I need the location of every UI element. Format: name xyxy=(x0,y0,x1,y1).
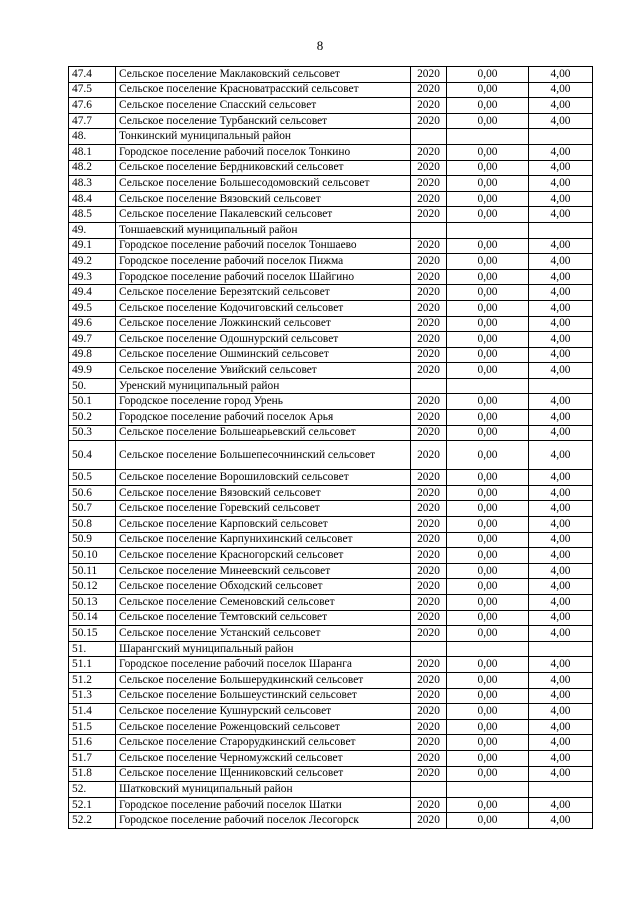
row-value2-cell: 4,00 xyxy=(529,238,593,254)
row-value2-cell: 4,00 xyxy=(529,750,593,766)
row-value1-cell: 0,00 xyxy=(447,470,529,486)
row-value2-cell: 4,00 xyxy=(529,191,593,207)
table-row xyxy=(69,672,593,688)
table-row xyxy=(69,394,593,410)
row-value1-cell: 0,00 xyxy=(447,98,529,114)
row-value2-cell: 4,00 xyxy=(529,813,593,829)
row-number-cell: 52.1 xyxy=(69,797,116,813)
row-value2-cell: 4,00 xyxy=(529,501,593,517)
row-value1-cell: 0,00 xyxy=(447,113,529,129)
row-number-cell: 50.8 xyxy=(69,517,116,533)
row-value2-cell: 4,00 xyxy=(529,67,593,83)
row-value2-cell: 4,00 xyxy=(529,113,593,129)
row-value1-cell xyxy=(447,378,529,394)
row-value2-cell: 4,00 xyxy=(529,548,593,564)
row-number-cell: 49.3 xyxy=(69,269,116,285)
table-row xyxy=(69,222,593,238)
table-row xyxy=(69,300,593,316)
row-year-cell: 2020 xyxy=(411,610,447,626)
table-row xyxy=(69,269,593,285)
row-number-cell: 52.2 xyxy=(69,813,116,829)
row-year-cell: 2020 xyxy=(411,394,447,410)
row-value2-cell: 4,00 xyxy=(529,563,593,579)
row-number-cell: 50.12 xyxy=(69,579,116,595)
row-number-cell: 49.4 xyxy=(69,285,116,301)
row-value1-cell: 0,00 xyxy=(447,238,529,254)
table-row xyxy=(69,82,593,98)
row-value1-cell: 0,00 xyxy=(447,332,529,348)
row-number-cell: 50. xyxy=(69,378,116,394)
row-value2-cell: 4,00 xyxy=(529,470,593,486)
row-year-cell xyxy=(411,378,447,394)
row-name-cell: Сельское поселение Карповский сельсовет xyxy=(116,517,411,533)
row-number-cell: 50.10 xyxy=(69,548,116,564)
row-value2-cell: 4,00 xyxy=(529,626,593,642)
row-value1-cell: 0,00 xyxy=(447,394,529,410)
row-value1-cell: 0,00 xyxy=(447,532,529,548)
row-number-cell: 47.7 xyxy=(69,113,116,129)
table-body xyxy=(69,67,593,829)
row-number-cell: 50.9 xyxy=(69,532,116,548)
row-name-cell: Городское поселение рабочий поселок Тонкино xyxy=(116,144,411,160)
table-row xyxy=(69,548,593,564)
row-value2-cell: 4,00 xyxy=(529,485,593,501)
row-number-cell: 50.13 xyxy=(69,595,116,611)
row-year-cell: 2020 xyxy=(411,425,447,441)
row-value1-cell: 0,00 xyxy=(447,563,529,579)
row-year-cell: 2020 xyxy=(411,82,447,98)
row-value1-cell xyxy=(447,641,529,657)
row-value1-cell: 0,00 xyxy=(447,425,529,441)
row-value2-cell: 4,00 xyxy=(529,735,593,751)
row-name-cell: Сельское поселение Большерудкинский сельсовет xyxy=(116,672,411,688)
row-value2-cell: 4,00 xyxy=(529,316,593,332)
row-value1-cell: 0,00 xyxy=(447,191,529,207)
table-row xyxy=(69,67,593,83)
row-number-cell: 49. xyxy=(69,222,116,238)
table-row xyxy=(69,813,593,829)
row-year-cell: 2020 xyxy=(411,332,447,348)
row-name-cell: Сельское поселение Большепесочнинский сельсовет xyxy=(116,441,411,470)
row-name-cell: Сельское поселение Темтовский сельсовет xyxy=(116,610,411,626)
row-number-cell: 50.7 xyxy=(69,501,116,517)
row-number-cell: 51.4 xyxy=(69,704,116,720)
table-row xyxy=(69,410,593,426)
row-value2-cell: 4,00 xyxy=(529,610,593,626)
row-year-cell xyxy=(411,129,447,145)
row-year-cell: 2020 xyxy=(411,207,447,223)
table-row xyxy=(69,98,593,114)
row-year-cell: 2020 xyxy=(411,113,447,129)
table-row xyxy=(69,378,593,394)
row-year-cell: 2020 xyxy=(411,144,447,160)
row-name-cell: Тоншаевский муниципальный район xyxy=(116,222,411,238)
row-value2-cell: 4,00 xyxy=(529,144,593,160)
row-name-cell: Сельское поселение Пакалевский сельсовет xyxy=(116,207,411,223)
row-year-cell: 2020 xyxy=(411,67,447,83)
row-name-cell: Сельское поселение Кодочиговский сельсовет xyxy=(116,300,411,316)
table-row xyxy=(69,657,593,673)
row-name-cell: Сельское поселение Вязовский сельсовет xyxy=(116,191,411,207)
table-row xyxy=(69,688,593,704)
row-name-cell: Сельское поселение Семеновский сельсовет xyxy=(116,595,411,611)
row-value2-cell: 4,00 xyxy=(529,425,593,441)
row-value2-cell: 4,00 xyxy=(529,269,593,285)
row-value2-cell: 4,00 xyxy=(529,797,593,813)
row-value2-cell xyxy=(529,129,593,145)
table-row xyxy=(69,610,593,626)
row-number-cell: 49.2 xyxy=(69,254,116,270)
row-number-cell: 50.4 xyxy=(69,441,116,470)
row-number-cell: 51.3 xyxy=(69,688,116,704)
table-row xyxy=(69,113,593,129)
row-name-cell: Сельское поселение Ошминский сельсовет xyxy=(116,347,411,363)
row-year-cell: 2020 xyxy=(411,657,447,673)
row-number-cell: 47.6 xyxy=(69,98,116,114)
row-value1-cell: 0,00 xyxy=(447,254,529,270)
row-year-cell: 2020 xyxy=(411,98,447,114)
row-name-cell: Сельское поселение Горевский сельсовет xyxy=(116,501,411,517)
row-name-cell: Сельское поселение Минеевский сельсовет xyxy=(116,563,411,579)
row-value1-cell: 0,00 xyxy=(447,160,529,176)
row-number-cell: 50.2 xyxy=(69,410,116,426)
row-name-cell: Сельское поселение Старорудкинский сельсовет xyxy=(116,735,411,751)
row-year-cell xyxy=(411,222,447,238)
row-number-cell: 51.5 xyxy=(69,719,116,735)
row-name-cell: Городское поселение рабочий поселок Арья xyxy=(116,410,411,426)
row-name-cell: Сельское поселение Маклаковский сельсовет xyxy=(116,67,411,83)
row-number-cell: 48. xyxy=(69,129,116,145)
row-year-cell: 2020 xyxy=(411,626,447,642)
row-number-cell: 50.15 xyxy=(69,626,116,642)
row-year-cell: 2020 xyxy=(411,176,447,192)
row-value1-cell: 0,00 xyxy=(447,144,529,160)
row-year-cell: 2020 xyxy=(411,750,447,766)
row-value2-cell: 4,00 xyxy=(529,441,593,470)
row-year-cell: 2020 xyxy=(411,254,447,270)
row-value1-cell xyxy=(447,222,529,238)
row-number-cell: 49.8 xyxy=(69,347,116,363)
row-year-cell: 2020 xyxy=(411,688,447,704)
row-value2-cell: 4,00 xyxy=(529,176,593,192)
row-value2-cell: 4,00 xyxy=(529,332,593,348)
row-name-cell: Сельское поселение Устанский сельсовет xyxy=(116,626,411,642)
row-value2-cell: 4,00 xyxy=(529,595,593,611)
row-year-cell: 2020 xyxy=(411,285,447,301)
row-year-cell: 2020 xyxy=(411,813,447,829)
row-year-cell: 2020 xyxy=(411,441,447,470)
row-number-cell: 48.2 xyxy=(69,160,116,176)
row-value2-cell: 4,00 xyxy=(529,657,593,673)
row-value1-cell: 0,00 xyxy=(447,735,529,751)
row-year-cell: 2020 xyxy=(411,300,447,316)
row-number-cell: 50.6 xyxy=(69,485,116,501)
row-value1-cell: 0,00 xyxy=(447,704,529,720)
row-value1-cell: 0,00 xyxy=(447,347,529,363)
table-row xyxy=(69,532,593,548)
table-row xyxy=(69,191,593,207)
row-year-cell: 2020 xyxy=(411,238,447,254)
row-year-cell: 2020 xyxy=(411,501,447,517)
table-row xyxy=(69,425,593,441)
row-value1-cell: 0,00 xyxy=(447,501,529,517)
row-value1-cell: 0,00 xyxy=(447,548,529,564)
table-row xyxy=(69,501,593,517)
row-year-cell: 2020 xyxy=(411,766,447,782)
row-value1-cell: 0,00 xyxy=(447,410,529,426)
row-value2-cell: 4,00 xyxy=(529,300,593,316)
row-number-cell: 50.11 xyxy=(69,563,116,579)
row-number-cell: 47.4 xyxy=(69,67,116,83)
row-value1-cell: 0,00 xyxy=(447,269,529,285)
table-row xyxy=(69,750,593,766)
table-row xyxy=(69,347,593,363)
row-value2-cell: 4,00 xyxy=(529,363,593,379)
row-value2-cell: 4,00 xyxy=(529,719,593,735)
row-year-cell: 2020 xyxy=(411,410,447,426)
row-year-cell: 2020 xyxy=(411,579,447,595)
table-row xyxy=(69,782,593,798)
table-row xyxy=(69,238,593,254)
row-name-cell: Сельское поселение Ложкинский сельсовет xyxy=(116,316,411,332)
table-row xyxy=(69,332,593,348)
row-value1-cell: 0,00 xyxy=(447,595,529,611)
table-row xyxy=(69,485,593,501)
municipal-table xyxy=(68,66,593,829)
row-name-cell: Сельское поселение Турбанский сельсовет xyxy=(116,113,411,129)
row-name-cell: Сельское поселение Черномужский сельсовет xyxy=(116,750,411,766)
row-number-cell: 52. xyxy=(69,782,116,798)
row-value2-cell: 4,00 xyxy=(529,82,593,98)
row-name-cell: Сельское поселение Кушнурский сельсовет xyxy=(116,704,411,720)
row-number-cell: 47.5 xyxy=(69,82,116,98)
row-number-cell: 48.5 xyxy=(69,207,116,223)
row-year-cell: 2020 xyxy=(411,517,447,533)
row-name-cell: Шатковский муниципальный район xyxy=(116,782,411,798)
row-value1-cell: 0,00 xyxy=(447,797,529,813)
table-row xyxy=(69,641,593,657)
row-number-cell: 51.2 xyxy=(69,672,116,688)
table-row xyxy=(69,363,593,379)
row-name-cell: Тонкинский муниципальный район xyxy=(116,129,411,145)
row-number-cell: 49.9 xyxy=(69,363,116,379)
row-value2-cell xyxy=(529,782,593,798)
row-value2-cell: 4,00 xyxy=(529,285,593,301)
row-name-cell: Сельское поселение Увийский сельсовет xyxy=(116,363,411,379)
row-year-cell: 2020 xyxy=(411,160,447,176)
row-number-cell: 51. xyxy=(69,641,116,657)
row-value2-cell: 4,00 xyxy=(529,688,593,704)
table-row xyxy=(69,207,593,223)
table-row xyxy=(69,517,593,533)
table-row xyxy=(69,441,593,470)
row-value2-cell: 4,00 xyxy=(529,579,593,595)
table-row xyxy=(69,254,593,270)
row-number-cell: 48.3 xyxy=(69,176,116,192)
row-name-cell: Сельское поселение Ворошиловский сельсовет xyxy=(116,470,411,486)
table-row xyxy=(69,704,593,720)
row-number-cell: 51.7 xyxy=(69,750,116,766)
row-name-cell: Сельское поселение Спасский сельсовет xyxy=(116,98,411,114)
row-value2-cell: 4,00 xyxy=(529,160,593,176)
row-name-cell: Городское поселение рабочий поселок Тоншаево xyxy=(116,238,411,254)
row-year-cell: 2020 xyxy=(411,347,447,363)
table-row xyxy=(69,563,593,579)
row-number-cell: 49.7 xyxy=(69,332,116,348)
row-year-cell xyxy=(411,641,447,657)
row-value2-cell: 4,00 xyxy=(529,207,593,223)
row-value2-cell: 4,00 xyxy=(529,532,593,548)
row-value1-cell xyxy=(447,782,529,798)
row-value1-cell: 0,00 xyxy=(447,688,529,704)
row-name-cell: Сельское поселение Вязовский сельсовет xyxy=(116,485,411,501)
row-value1-cell: 0,00 xyxy=(447,485,529,501)
table-row xyxy=(69,129,593,145)
row-value2-cell xyxy=(529,378,593,394)
row-value2-cell: 4,00 xyxy=(529,766,593,782)
row-name-cell: Городское поселение рабочий поселок Шатки xyxy=(116,797,411,813)
row-name-cell: Уренский муниципальный район xyxy=(116,378,411,394)
row-value2-cell: 4,00 xyxy=(529,410,593,426)
row-value2-cell: 4,00 xyxy=(529,98,593,114)
row-value1-cell: 0,00 xyxy=(447,363,529,379)
table-row xyxy=(69,735,593,751)
row-value1-cell: 0,00 xyxy=(447,672,529,688)
table-row xyxy=(69,176,593,192)
row-value1-cell: 0,00 xyxy=(447,441,529,470)
row-name-cell: Городское поселение рабочий поселок Шайгино xyxy=(116,269,411,285)
row-year-cell: 2020 xyxy=(411,735,447,751)
table-row xyxy=(69,595,593,611)
row-number-cell: 51.8 xyxy=(69,766,116,782)
table-row xyxy=(69,719,593,735)
row-value2-cell: 4,00 xyxy=(529,517,593,533)
row-name-cell: Сельское поселение Красноватрасский сельсовет xyxy=(116,82,411,98)
row-year-cell: 2020 xyxy=(411,704,447,720)
row-name-cell: Сельское поселение Березятский сельсовет xyxy=(116,285,411,301)
page-number: 8 xyxy=(316,38,324,53)
row-value1-cell: 0,00 xyxy=(447,766,529,782)
row-year-cell xyxy=(411,782,447,798)
row-year-cell: 2020 xyxy=(411,316,447,332)
row-number-cell: 48.1 xyxy=(69,144,116,160)
row-value1-cell: 0,00 xyxy=(447,579,529,595)
row-value2-cell: 4,00 xyxy=(529,394,593,410)
row-value1-cell: 0,00 xyxy=(447,285,529,301)
row-name-cell: Сельское поселение Большеарьевский сельсовет xyxy=(116,425,411,441)
table-row xyxy=(69,579,593,595)
row-name-cell: Городское поселение рабочий поселок Лесогорск xyxy=(116,813,411,829)
row-year-cell: 2020 xyxy=(411,363,447,379)
row-name-cell: Сельское поселение Одошнурский сельсовет xyxy=(116,332,411,348)
row-number-cell: 49.1 xyxy=(69,238,116,254)
row-year-cell: 2020 xyxy=(411,191,447,207)
row-number-cell: 50.1 xyxy=(69,394,116,410)
row-name-cell: Сельское поселение Щенниковский сельсовет xyxy=(116,766,411,782)
row-year-cell: 2020 xyxy=(411,548,447,564)
row-name-cell: Сельское поселение Роженцовский сельсовет xyxy=(116,719,411,735)
row-name-cell: Сельское поселение Бердниковский сельсовет xyxy=(116,160,411,176)
row-number-cell: 50.5 xyxy=(69,470,116,486)
table-row xyxy=(69,160,593,176)
row-value1-cell: 0,00 xyxy=(447,719,529,735)
table-row xyxy=(69,626,593,642)
row-number-cell: 49.6 xyxy=(69,316,116,332)
row-year-cell: 2020 xyxy=(411,269,447,285)
table-row xyxy=(69,285,593,301)
row-value1-cell: 0,00 xyxy=(447,207,529,223)
table-row xyxy=(69,144,593,160)
row-year-cell: 2020 xyxy=(411,532,447,548)
row-number-cell: 50.14 xyxy=(69,610,116,626)
row-number-cell: 51.1 xyxy=(69,657,116,673)
row-number-cell: 49.5 xyxy=(69,300,116,316)
row-value1-cell: 0,00 xyxy=(447,82,529,98)
row-number-cell: 48.4 xyxy=(69,191,116,207)
row-value1-cell: 0,00 xyxy=(447,67,529,83)
row-value1-cell: 0,00 xyxy=(447,750,529,766)
row-value1-cell: 0,00 xyxy=(447,176,529,192)
row-value2-cell: 4,00 xyxy=(529,347,593,363)
row-value1-cell: 0,00 xyxy=(447,316,529,332)
row-name-cell: Городское поселение рабочий поселок Шаранга xyxy=(116,657,411,673)
row-year-cell: 2020 xyxy=(411,797,447,813)
row-name-cell: Сельское поселение Большесодомовский сельсовет xyxy=(116,176,411,192)
row-value1-cell: 0,00 xyxy=(447,657,529,673)
row-value1-cell: 0,00 xyxy=(447,300,529,316)
table-row xyxy=(69,797,593,813)
row-name-cell: Городское поселение город Урень xyxy=(116,394,411,410)
row-name-cell: Сельское поселение Обходский сельсовет xyxy=(116,579,411,595)
row-name-cell: Сельское поселение Карпунихинский сельсовет xyxy=(116,532,411,548)
table-row xyxy=(69,766,593,782)
row-value1-cell: 0,00 xyxy=(447,813,529,829)
row-name-cell: Городское поселение рабочий поселок Пижма xyxy=(116,254,411,270)
row-value1-cell: 0,00 xyxy=(447,626,529,642)
row-year-cell: 2020 xyxy=(411,719,447,735)
row-name-cell: Сельское поселение Красногорский сельсовет xyxy=(116,548,411,564)
table-row xyxy=(69,470,593,486)
row-value1-cell: 0,00 xyxy=(447,517,529,533)
row-value2-cell: 4,00 xyxy=(529,672,593,688)
row-number-cell: 50.3 xyxy=(69,425,116,441)
row-name-cell: Сельское поселение Большеустинский сельсовет xyxy=(116,688,411,704)
row-year-cell: 2020 xyxy=(411,563,447,579)
row-value2-cell: 4,00 xyxy=(529,704,593,720)
row-number-cell: 51.6 xyxy=(69,735,116,751)
row-value2-cell: 4,00 xyxy=(529,254,593,270)
row-year-cell: 2020 xyxy=(411,672,447,688)
row-value1-cell xyxy=(447,129,529,145)
row-year-cell: 2020 xyxy=(411,470,447,486)
row-value2-cell xyxy=(529,641,593,657)
row-value1-cell: 0,00 xyxy=(447,610,529,626)
row-name-cell: Шарангский муниципальный район xyxy=(116,641,411,657)
row-value2-cell xyxy=(529,222,593,238)
row-year-cell: 2020 xyxy=(411,485,447,501)
row-year-cell: 2020 xyxy=(411,595,447,611)
table-row xyxy=(69,316,593,332)
